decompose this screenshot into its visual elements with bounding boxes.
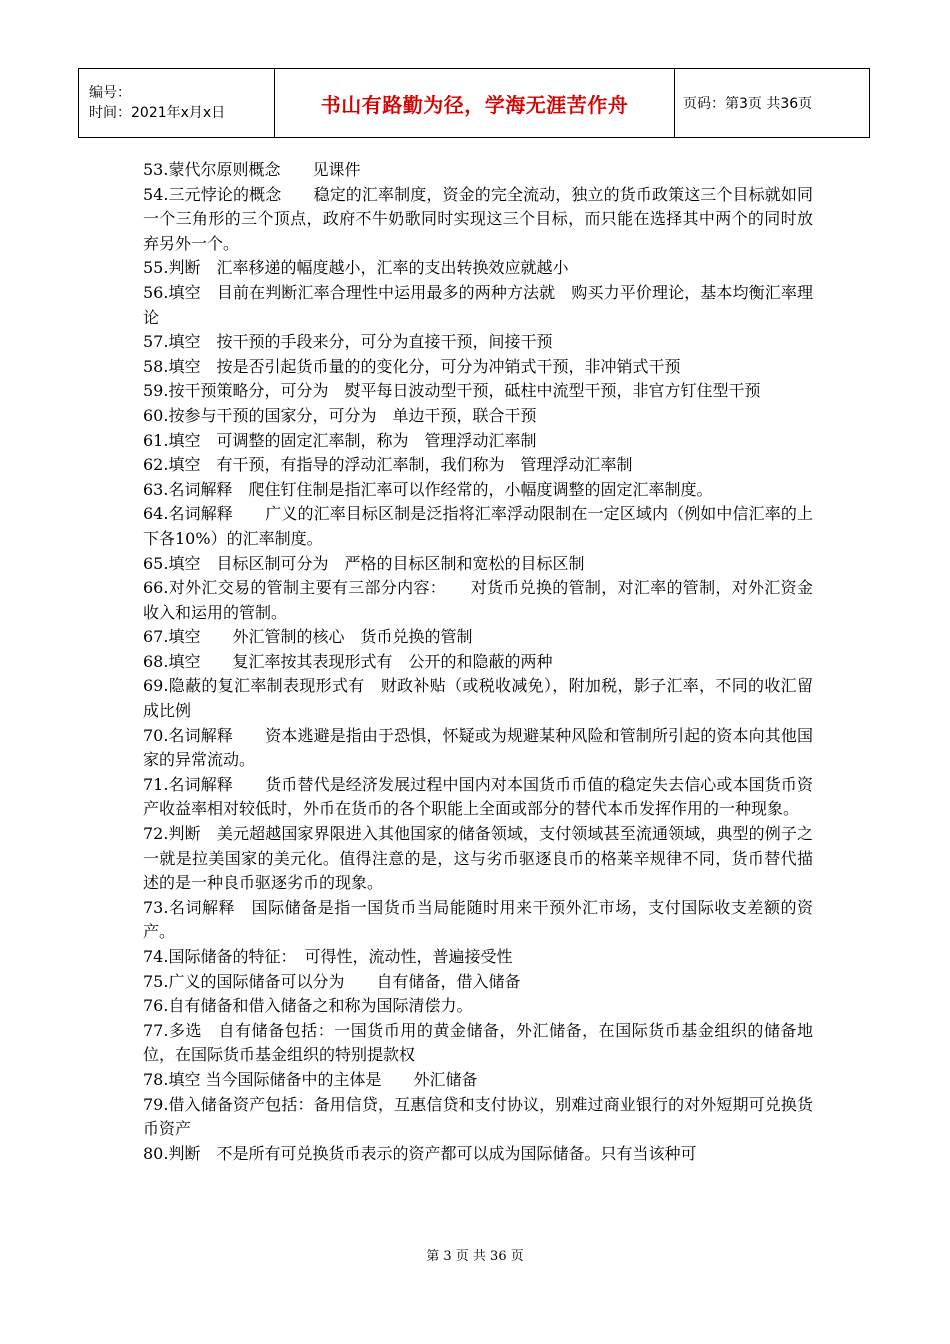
- paragraph: 64.名词解释 广义的汇率目标区制是泛指将汇率浮动限制在一定区域内（例如中信汇率的上下各10%）的汇率制度。: [143, 504, 813, 548]
- paragraph: 54.三元悖论的概念 稳定的汇率制度，资金的完全流动，独立的货币政策这三个目标就如同一个三角形的三个顶点，政府不牛奶歌同时实现这三个目标，而只能在选择其中两个的同时放弃另外一个。: [143, 184, 813, 253]
- paragraph: 74.国际储备的特征： 可得性，流动性，普遍接受性: [143, 947, 513, 966]
- paragraph: 76.自有储备和借入储备之和称为国际清偿力。: [143, 996, 473, 1016]
- document-date: 时间：2021年x月x日: [89, 105, 226, 121]
- paragraph: 57.填空 按干预的手段来分，可分为直接干预，间接干预: [143, 332, 553, 352]
- paragraph: 59.按干预策略分，可分为 熨平每日波动型干预，砥柱中流型干预，非官方钉住型干预: [143, 381, 761, 401]
- paragraph: 69.隐蔽的复汇率制表现形式有 财政补贴（或税收减免），附加税，影子汇率，不同的收汇留成比例: [143, 676, 813, 721]
- paragraph: 78.填空 当今国际储备中的主体是 外汇储备: [143, 1069, 478, 1089]
- paragraph: 77.多选 自有储备包括：一国货币用的黄金储备，外汇储备，在国际货币基金组织的储备地位，在国际货币基金组织的特别提款权: [143, 1020, 813, 1065]
- paragraph: 68.填空 复汇率按其表现形式有 公开的和隐蔽的两种: [143, 651, 553, 671]
- paragraph: 75.广义的国际储备可以分为 自有储备，借入储备: [143, 971, 521, 991]
- header-page-info: 页码：第3页 共36页: [683, 96, 813, 112]
- paragraph: 56.填空 目前在判断汇率合理性中运用最多的两种方法就 购买力平价理论，基本均衡汇率理论: [143, 282, 813, 327]
- document-number: 编号：: [89, 85, 131, 101]
- paragraph: 73.名词解释 国际储备是指一国货币当局能随时用来干预外汇市场，支付国际收支差额的资产。: [143, 897, 813, 942]
- paragraph: 61.填空 可调整的固定汇率制，称为 管理浮动汇率制: [143, 430, 537, 450]
- paragraph: 60.按参与干预的国家分，可分为 单边干预，联合干预: [143, 405, 537, 425]
- paragraph: 55.判断 汇率移递的幅度越小，汇率的支出转换效应就越小: [143, 258, 569, 278]
- paragraph: 71.名词解释 货币替代是经济发展过程中国内对本国货币币值的稳定失去信心或本国货币资产收益率相对较低时，外币在货币的各个职能上全面或部分的替代本币发挥作用的一种现象。: [143, 774, 813, 819]
- paragraph: 63.名词解释 爬住钉住制是指汇率可以作经常的，小幅度调整的固定汇率制度。: [143, 479, 713, 499]
- document-body: [143, 158, 813, 1166]
- paragraph: 58.填空 按是否引起货币量的的变化分，可分为冲销式干预，非冲销式干预: [143, 356, 681, 376]
- paragraph: 70.名词解释 资本逃避是指由于恐惧，怀疑或为规避某种风险和管制所引起的资本向其他国家的异常流动。: [143, 725, 813, 770]
- page-footer: 第 3 页 共 36 页: [426, 1249, 524, 1264]
- paragraph: 62.填空 有干预，有指导的浮动汇率制，我们称为 管理浮动汇率制: [143, 455, 633, 475]
- paragraph: 53.蒙代尔原则概念 见课件: [143, 160, 361, 179]
- paragraph: 67.填空 外汇管制的核心 货币兑换的管制: [143, 627, 473, 647]
- page-header: [78, 68, 870, 138]
- header-motto: 书山有路勤为径，学海无涯苦作舟: [275, 69, 675, 137]
- paragraph: 80.判断 不是所有可兑换货币表示的资产都可以成为国际储备。只有当该种可: [143, 1143, 697, 1163]
- paragraph: 72.判断 美元超越国家界限进入其他国家的储备领域，支付领域甚至流通领域，典型的例子之一就是拉美国家的美元化。值得注意的是，这与劣币驱逐良币的格莱辛规律不同，货币替代描述的是一种良币驱逐劣币的现象。: [143, 824, 813, 893]
- paragraph: 65.填空 目标区制可分为 严格的目标区制和宽松的目标区制: [143, 553, 585, 573]
- paragraph: 66.对外汇交易的管制主要有三部分内容： 对货币兑换的管制，对汇率的管制，对外汇资金收入和运用的管制。: [143, 578, 813, 622]
- header-meta: [79, 69, 275, 137]
- paragraph: 79.借入储备资产包括：备用信贷，互惠信贷和支付协议，别难过商业银行的对外短期可兑换货币资产: [143, 1094, 813, 1139]
